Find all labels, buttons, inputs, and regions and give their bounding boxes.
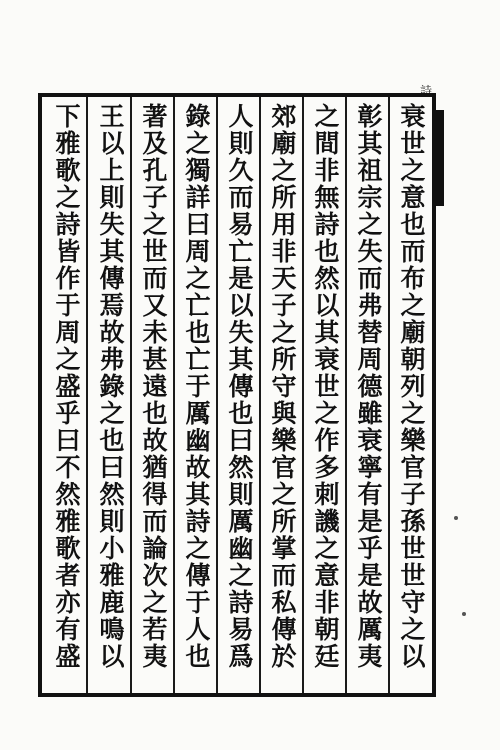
column-divider xyxy=(86,97,88,693)
text-column-5: 人則久而易亡是以失其傳也曰然則厲幽之詩易爲 xyxy=(225,103,254,670)
column-divider xyxy=(345,97,347,693)
text-column-9: 下雅歌之詩皆作于周之盛乎曰不然雅歌者亦有盛 xyxy=(52,103,81,670)
paper-speck xyxy=(454,516,458,520)
column-divider xyxy=(388,97,390,693)
text-column-7: 著及孔子之世而又未甚遠也故猶得而論次之若夷 xyxy=(139,103,168,670)
text-column-8: 王以上則失其傳焉故弗錄之也曰然則小雅鹿鳴以 xyxy=(96,103,125,670)
column-divider xyxy=(173,97,175,693)
paper-speck xyxy=(462,612,466,616)
text-column-1: 衰世之意也而布之廟朝列之樂官子孫世世守之以 xyxy=(397,103,426,670)
text-column-4: 郊廟之所用非天子之所守與樂官之所掌而私傳於 xyxy=(268,103,297,670)
column-divider xyxy=(216,97,218,693)
corner-mark: 詩 xyxy=(420,84,433,98)
text-column-6: 錄之獨詳曰周之亡也亡于厲幽故其詩之傳于人也 xyxy=(182,103,211,670)
text-column-2: 彰其祖宗之失而弗替周德雖衰寧有是乎是故厲夷 xyxy=(354,103,383,670)
column-divider xyxy=(130,97,132,693)
text-frame xyxy=(38,93,436,697)
text-column-3: 之間非無詩也然以其衰世之作多刺譏之意非朝廷 xyxy=(311,103,340,670)
column-divider xyxy=(259,97,261,693)
column-divider xyxy=(302,97,304,693)
